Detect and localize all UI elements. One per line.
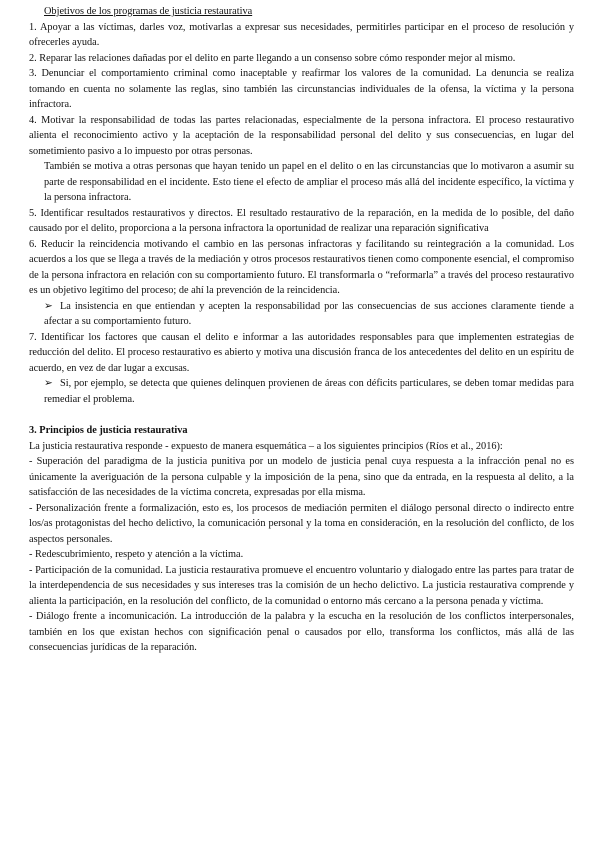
objective-2: 2. Reparar las relaciones dañadas por el delito en parte llegando a un consenso sobre cómo responder mejor al mismo.	[29, 52, 516, 64]
principle-item: - Diálogo frente a incomunicación. La introducción de la palabra y la escucha en la resolución de los conflictos interpersonales, también en los que existan hechos con significación penal o causados por ello, transforma los conflictos, más allá de las consecuencias jurídicas de la reparación.	[29, 611, 574, 653]
principle-item: - Participación de la comunidad. La justicia restaurativa promueve el encuentro voluntario y dialogado entre las partes para tratar de la interdependencia de sus necesidades y sus intereses tras la comisión de un hecho delictivo. La justicia restaurativa comprende y alienta la participación, en la resolución del conflicto, de la comunidad o entorno más cercano a la persona penada y víctima.	[29, 564, 574, 607]
principle-item: - Superación del paradigma de la justicia punitiva por un modelo de justicia penal cuya respuesta a la infracción penal no es únicamente la averiguación de la persona culpable y la imposición de la pena, sino que da entrada, en la respuesta al delito, a la satisfacción de las necesidades de la víctima concreta, expresadas por ella misma.	[29, 456, 574, 498]
arrow-bullet-icon: ➢	[44, 300, 53, 312]
principle-item: - Personalización frente a formalización, esto es, los procesos de mediación permiten el diálogo personal directo o indirecto entre los/as protagonistas del hecho delictivo, la comunicación personal y la toma en consideración, en la resolución del conflicto, de los aspectos personales.	[29, 502, 574, 545]
objective-7-bullet	[44, 376, 574, 407]
objective-4: 4. Motivar la responsabilidad de todas las partes relacionadas, especialmente de la persona infractora. El proceso restaurativo alienta el reconocimiento activo y la aceptación de la responsabilidad personal del delito y sus consecuencias, en lugar del sometimiento pasivo a lo impuesto por otras personas.	[29, 114, 574, 157]
section-intro: La justicia restaurativa responde - expuesto de manera esquemática – a los siguientes principios (Ríos et al., 2016):	[29, 440, 503, 452]
objective-3: 3. Denunciar el comportamiento criminal como inaceptable y reafirmar los valores de la comunidad. La denuncia se realiza tomando en cuenta no solamente las reglas, sino también las circunstancias individuales de la ofensa, la víctima y la persona infractora.	[29, 68, 574, 110]
section-title: 3. Principios de justicia restaurativa	[29, 425, 188, 436]
objective-7: 7. Identificar los factores que causan el delito e informar a las autoridades responsables para que implementen estrategias de reducción del delito. El proceso restaurativo es abierto y motiva una discusión franca de los antecedentes del delito en un espíritu de acuerdo, en vez de dar lugar a excusas.	[29, 331, 574, 374]
objective-6-bullet	[44, 299, 574, 330]
objective-1: 1. Apoyar a las víctimas, darles voz, motivarlas a expresar sus necesidades, permitirles participar en el proceso de resolución y ofrecerles ayuda.	[29, 21, 574, 48]
objective-6: 6. Reducir la reincidencia motivando el cambio en las personas infractoras y facilitando su reintegración a la comunidad. Los acuerdos a los que se llega a través de la mediación y otros procesos restaurativos tienen como componente esencial, el compromiso de la persona infractora en relación con su comportamiento futuro. El transformarla o “reformarla” a través del proceso restaurativo es un objetivo legítimo del proceso; de ahí la prevención de la reincidencia.	[29, 238, 574, 296]
objectives-heading: Objetivos de los programas de justicia restaurativa	[44, 6, 253, 17]
objective-6-bullet-text: La insistencia en que entiendan y acepten la responsabilidad por las consecuencias de sus acciones claramente tiende a afectar a su comportamiento futuro.	[44, 300, 574, 327]
objective-7-bullet-text: Si, por ejemplo, se detecta que quienes delinquen provienen de áreas con déficits particulares, se deben tomar medidas para remediar el problema.	[44, 378, 574, 405]
principle-item: - Redescubrimiento, respeto y atención a la víctima.	[29, 549, 244, 560]
objective-4-continuation: También se motiva a otras personas que hayan tenido un papel en el delito o en las circunstancias que lo motivaron a asumir su parte de responsabilidad en el incidente. Esto tiene el efecto de ampliar el proceso más allá del incidente específico, la víctima y la persona infractora.	[44, 161, 574, 203]
objective-5: 5. Identificar resultados restaurativos y directos. El resultado restaurativo de la reparación, en la medida de lo posible, del daño causado por el delito, proporciona a la persona infractora la oportunidad de realizar una reparación significativa	[29, 207, 574, 234]
arrow-bullet-icon: ➢	[44, 378, 53, 389]
